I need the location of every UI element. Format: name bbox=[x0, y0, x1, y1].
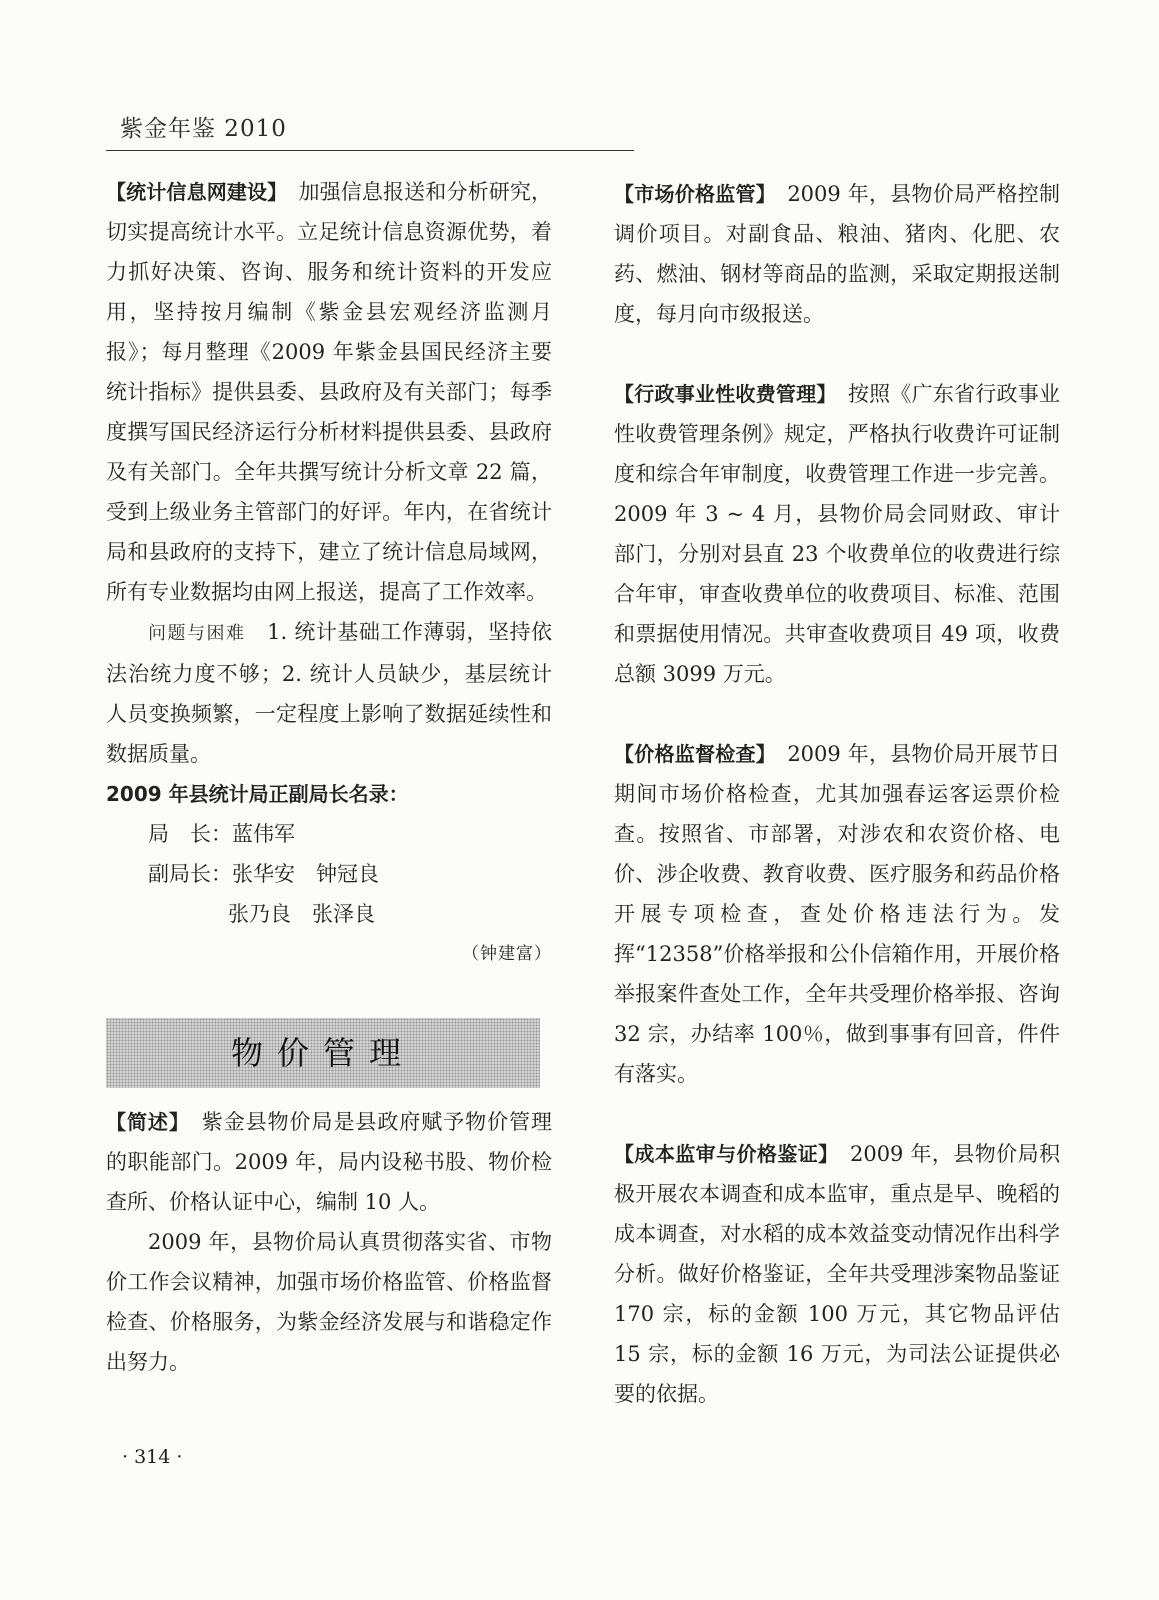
paragraph-fee-management bbox=[614, 374, 1060, 694]
section-label: 【行政事业性收费管理】 bbox=[614, 382, 827, 406]
page-number: · 314 · bbox=[122, 1446, 183, 1468]
left-column bbox=[106, 172, 552, 1382]
roster-director: 局 长：蓝伟军 bbox=[148, 822, 295, 846]
paragraph-cost-audit bbox=[614, 1134, 1060, 1414]
section-title: 物价管理 bbox=[230, 1034, 415, 1072]
paragraph-text: 2009 年，县物价局积极开展农本调查和成本监审，重点是早、晚稻的成本调查，对水稻的成本效益变动情况作出科学分析。做好价格鉴证，全年共受理涉案物品鉴证 170 宗，标的金额 100 万元，其它物品评估 15 宗，标的金额 16 万元，为司法公证提供必要的依据。 bbox=[614, 1142, 1060, 1406]
paragraph-gap bbox=[614, 334, 1060, 374]
header-rule bbox=[106, 150, 634, 151]
paragraph-gap bbox=[614, 694, 1060, 734]
paragraph-market-price bbox=[614, 174, 1060, 334]
author-signature: （钟建富） bbox=[462, 944, 552, 964]
paragraph-text: 加强信息报送和分析研究，切实提高统计水平。立足统计信息资源优势，着力抓好决策、咨询、服务和统计资料的开发应用，坚持按月编制《紫金县宏观经济监测月报》；每月整理《2009 年紫金县国民经济主要统计指标》提供县委、县政府及有关部门；每季度撰写国民经济运行分析材料提供县委、县政府及有关部门。全年共撰写统计分析文章 22 篇，受到上级业务主管部门的好评。年内，在省统计局和县政府的支持下，建立了统计信息局域网，所有专业数据均由网上报送，提高了工作效率。 bbox=[106, 180, 553, 604]
paragraph-overview bbox=[106, 1102, 552, 1222]
section-label: 【市场价格监管】 bbox=[614, 182, 767, 206]
section-label: 【统计信息网建设】 bbox=[106, 180, 278, 204]
section-label: 【成本监审与价格鉴证】 bbox=[614, 1142, 829, 1166]
paragraph-problems bbox=[106, 612, 552, 774]
paragraph-statistics-network bbox=[106, 172, 552, 612]
right-column bbox=[614, 174, 1060, 1414]
problems-label: 问题与困难 bbox=[148, 623, 246, 644]
paragraph-price-inspection bbox=[614, 734, 1060, 1094]
running-header: 紫金年鉴 2010 bbox=[120, 116, 287, 142]
roster-deputies: 副局长：张华安 钟冠良 bbox=[148, 862, 379, 886]
paragraph-text: 2009 年，县物价局开展节日期间市场价格检查，尤其加强春运客运票价检查。按照省、市部署，对涉农和农资价格、电价、涉企收费、教育收费、医疗服务和药品价格开展专项检查，查处价格违法行为。发挥“12358”价格举报和公仆信箱作用，开展价格举报案件查处工作，全年共受理价格举报、咨询 32 宗，办结率 100％，做到事事有回音，件件有落实。 bbox=[614, 742, 1061, 1086]
paragraph-gap bbox=[614, 1094, 1060, 1134]
roster-deputies-continued: 张乃良 张泽良 bbox=[228, 902, 375, 926]
section-label: 【价格监督检查】 bbox=[614, 742, 767, 766]
section-heading-box bbox=[106, 1018, 540, 1088]
paragraph-text: 2009 年，县物价局严格控制调价项目。对副食品、粮油、猪肉、化肥、农药、燃油、钢材等商品的监测，采取定期报送制度，每月向市级报送。 bbox=[614, 182, 1061, 326]
paragraph-text: 紫金县物价局是县政府赋予物价管理的职能部门。2009 年，局内设秘书股、物价检查所、价格认证中心，编制 10 人。 bbox=[106, 1110, 553, 1214]
section-label: 【简述】 bbox=[106, 1110, 180, 1134]
roster-title: 2009 年县统计局正副局长名录： bbox=[106, 782, 409, 806]
paragraph-work-summary: 2009 年，县物价局认真贯彻落实省、市物价工作会议精神，加强市场价格监管、价格监督检查、价格服务，为紫金经济发展与和谐稳定作出努力。 bbox=[106, 1230, 552, 1374]
paragraph-text: 1. 统计基础工作薄弱，坚持依法治统力度不够；2. 统计人员缺少，基层统计人员变换频繁，一定程度上影响了数据延续性和数据质量。 bbox=[106, 620, 552, 766]
paragraph-text: 按照《广东省行政事业性收费管理条例》规定，严格执行收费许可证制度和综合年审制度，收费管理工作进一步完善。2009 年 3 ~ 4 月，县物价局会同财政、审计部门，分别对县直 23 个收费单位的收费进行综合年审，审查收费单位的收费项目、标准、范围和票据使用情况。共审查收费项目 49 项，收费总额 3099 万元。 bbox=[614, 382, 1061, 686]
